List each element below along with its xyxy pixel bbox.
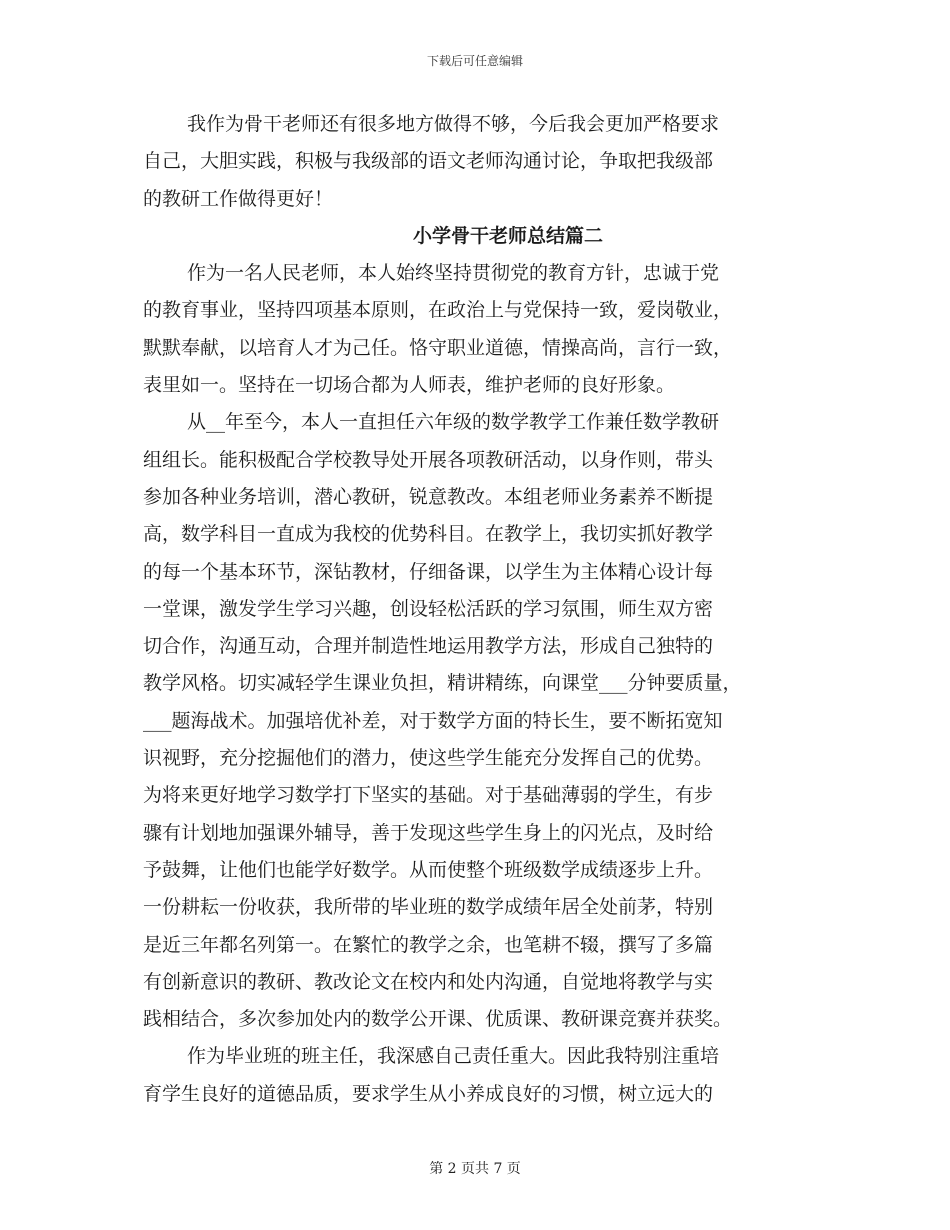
text-line: 一份耕耘一份收获，我所带的毕业班的数学成绩年居全处前茅，特别 (143, 896, 714, 919)
text-line: 的教研工作做得更好！ (143, 187, 334, 210)
text-line: 骤有计划地加强课外辅导，善于发现这些学生身上的闪光点，及时给 (143, 821, 714, 844)
document-body (143, 106, 813, 1113)
text-line: 育学生良好的道德品质，要求学生从小养成良好的习惯，树立远大的 (143, 1082, 714, 1105)
text-line: ___题海战术。加强培优补差，对于数学方面的特长生，要不断拓宽知 (143, 709, 723, 732)
text-line: 一堂课，激发学生学习兴趣，创设轻松活跃的学习氛围，师生双方密 (143, 597, 714, 620)
text-line: 自己，大胆实践，积极与我级部的语文老师沟通讨论，争取把我级部 (143, 150, 714, 173)
text-line: 作为毕业班的班主任，我深感自己责任重大。因此我特别注重培 (187, 1045, 720, 1068)
text-line: 的教育事业，坚持四项基本原则，在政治上与党保持一致，爱岗敬业， (143, 299, 733, 322)
text-line: 我作为骨干老师还有很多地方做得不够，今后我会更加严格要求 (187, 113, 720, 135)
text-line: 教学风格。切实减轻学生课业负担，精讲精练，向课堂___分钟要质量， (143, 672, 742, 695)
text-line: 有创新意识的教研、教改论文在校内和处内沟通，自觉地将教学与实 (143, 970, 714, 993)
text-line: 作为一名人民老师，本人始终坚持贯彻党的教育方针，忠诚于党 (187, 262, 720, 285)
text-line: 参加各种业务培训，潜心教研，锐意教改。本组老师业务素养不断提 (143, 485, 714, 508)
text-line: 为将来更好地学习数学打下坚实的基础。对于基础薄弱的学生，有步 (143, 784, 714, 807)
text-line: 识视野，充分挖掘他们的潜力，使这些学生能充分发挥自己的优势。 (143, 747, 714, 770)
text-line: 表里如一。坚持在一切场合都为人师表，维护老师的良好形象。 (143, 374, 676, 397)
section-heading: 小学骨干老师总结篇二 (412, 224, 603, 247)
text-line: 组组长。能积极配合学校教导处开展各项教研活动，以身作则，带头 (143, 448, 714, 471)
text-line: 是近三年都名列第一。在繁忙的教学之余，也笔耕不辍，撰写了多篇 (143, 933, 714, 956)
text-line: 高，数学科目一直成为我校的优势科目。在教学上，我切实抓好教学 (143, 523, 714, 546)
text-line: 从__年至今，本人一直担任六年级的数学教学工作兼任数学教研 (187, 411, 720, 434)
text-line: 践相结合，多次参加处内的数学公开课、优质课、教研课竞赛并获奖。 (143, 1008, 733, 1031)
page-header-note: 下载后可任意编辑 (426, 54, 523, 68)
text-line: 的每一个基本环节，深钻教材，仔细备课，以学生为主体精心设计每 (143, 560, 714, 583)
text-line: 予鼓舞，让他们也能学好数学。从而使整个班级数学成绩逐步上升。 (143, 858, 714, 881)
text-line: 默默奉献，以培育人才为己任。恪守职业道德，情操高尚，言行一致， (143, 336, 733, 359)
page-number: 第 2 页共 7 页 (429, 1161, 521, 1177)
text-line: 切合作，沟通互动，合理并制造性地运用教学方法，形成自己独特的 (143, 635, 714, 658)
